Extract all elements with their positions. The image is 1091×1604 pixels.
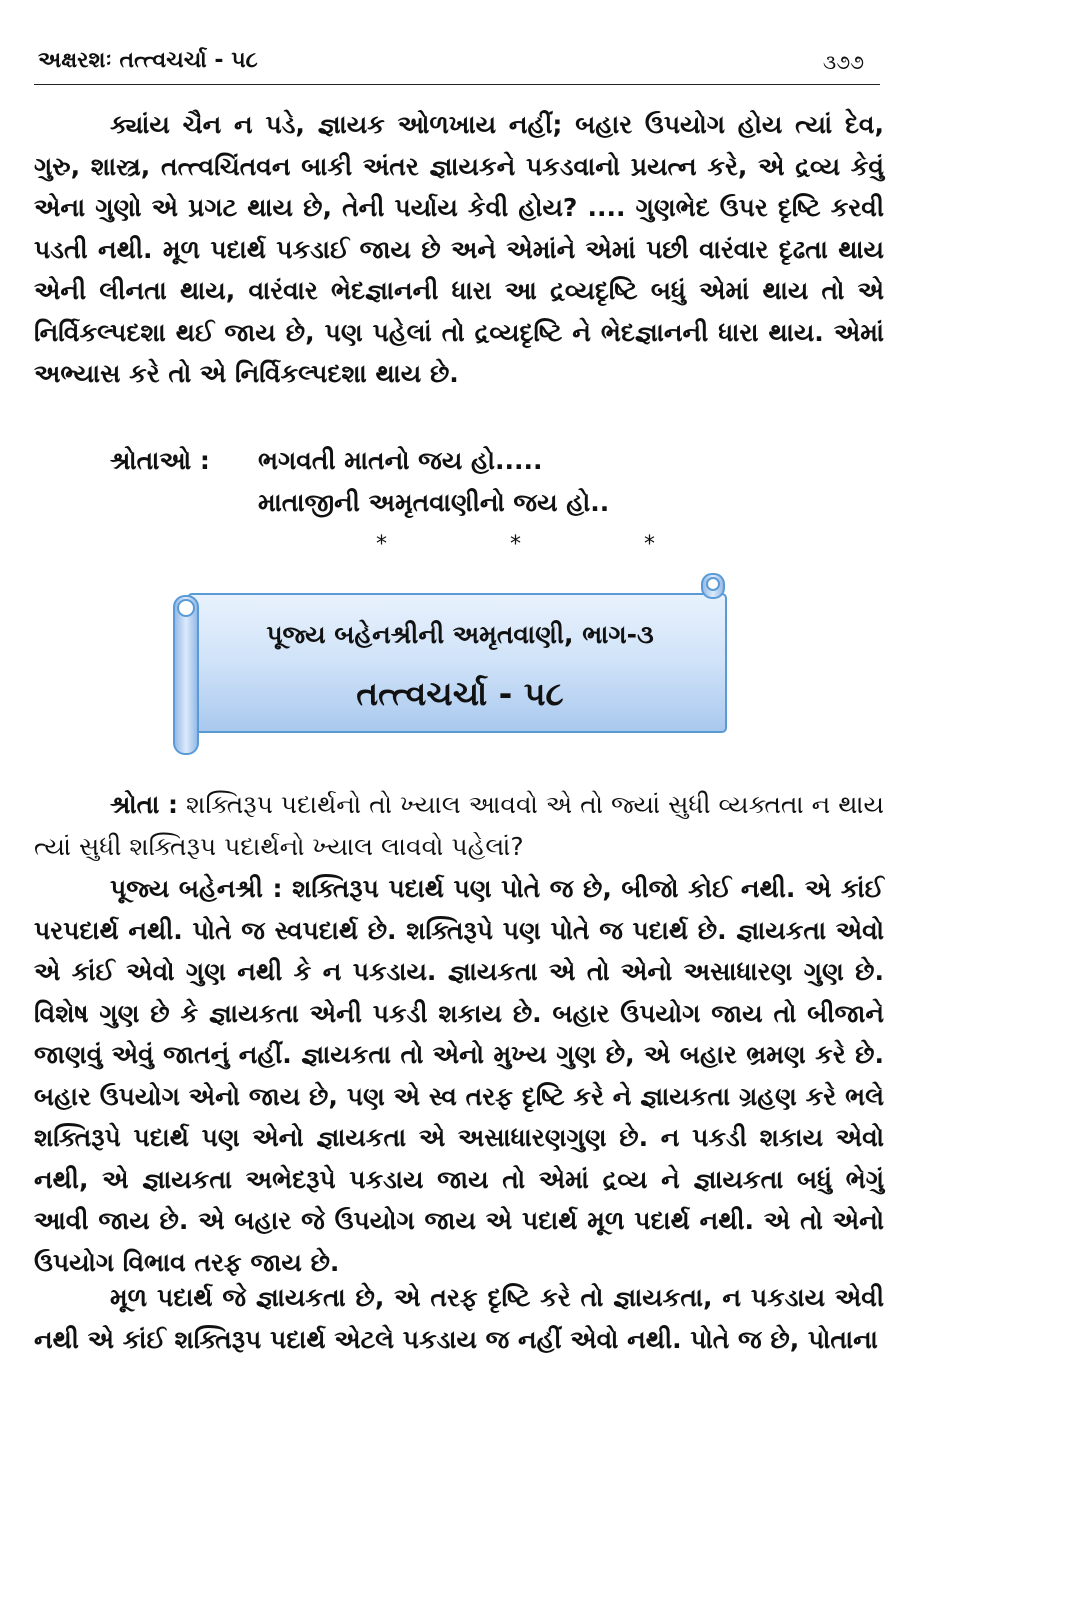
answer-speaker-label: પૂજ્ય બહેનશ્રી :: [110, 874, 283, 903]
running-title: અક્ષરશઃ તત્ત્વચર્ચા - ૫૮: [38, 48, 258, 73]
listener-question: [34, 784, 884, 867]
answer-text: શક્તિરૂપ પદાર્થ પણ પોતે જ છે, બીજો કોઈ નથી. એ કાંઈ પરપદાર્થ નથી. પોતે જ સ્વપદાર્થ છે. શક્તિરૂપે પણ પોતે જ પદાર્થ છે. જ્ઞાયકતા એવો એ કાંઈ એવો ગુણ નથી કે ન પકડાય. જ્ઞાયકતા એ તો એનો અસાધારણ ગુણ છે. વિશેષ ગુણ છે કે જ્ઞાયકતા એની પકડી શકાય છે. બહાર ઉપયોગ જાય તો બીજાને જાણવું એવું જાતનું નહીં. જ્ઞાયકતા તો એનો મુખ્ય ગુણ છે, એ બહાર ભ્રમણ કરે છે. બહાર ઉપયોગ એનો જાય છે, પણ એ સ્વ તરફ દૃષ્ટિ કરે ને જ્ઞાયકતા ગ્રહણ કરે ભલે શક્તિરૂપે પદાર્થ પણ એનો જ્ઞાયકતા એ અસાધારણગુણ છે. ન પકડી શકાય એવો નથી, એ જ્ઞાયકતા અભેદરૂપે પકડાય જાય તો એમાં દ્રવ્ય ને જ્ઞાયકતા બધું ભેગું આવી જાય છે. એ બહાર જે ઉપયોગ જાય એ પદાર્થ મૂળ પદાર્થ નથી. એ તો એનો ઉપયોગ વિભાવ તરફ જાય છે.: [34, 874, 884, 1277]
cheer-lines: [258, 440, 609, 524]
question-speaker-label: શ્રોતા :: [110, 790, 179, 819]
running-header: [34, 44, 880, 85]
banner-chapter-title: તત્ત્વચર્ચા - ૫૮: [356, 674, 564, 713]
section-separator: * * *: [376, 532, 713, 557]
body-paragraph-last: મૂળ પદાર્થ જે જ્ઞાયકતા છે, એ તરફ દૃષ્ટિ કરે તો જ્ઞાયકતા, ન પકડાય એવી નથી એ કાંઈ શક્તિરૂપ પદાર્થ એટલે પકડાય જ નહીં એવો નથી. પોતે જ છે, પોતાના: [34, 1283, 884, 1354]
cheer-line-2: માતાજીની અમૃતવાણીનો જય હો..: [258, 488, 610, 517]
page-number: ૩૭૭: [822, 50, 864, 74]
scroll-graphic: [170, 570, 730, 760]
cheer-speaker-label: શ્રોતાઓ :: [110, 446, 210, 475]
body-paragraph-1: ક્યાંય ચૈન ન પડે, જ્ઞાયક ઓળખાય નહીં; બહાર ઉપયોગ હોય ત્યાં દેવ, ગુરુ, શાસ્ત્ર, તત્ત્વચિંતવન બાકી અંતર જ્ઞાયકને પકડવાનો પ્રયત્ન કરે, એ દ્રવ્ય કેવું એના ગુણો એ પ્રગટ થાય છે, તેની પર્યાય કેવી હોય? .... ગુણભેદ ઉપર દૃષ્ટિ કરવી પડતી નથી. મૂળ પદાર્થ પકડાઈ જાય છે અને એમાંને એમાં પછી વારંવાર દૃઢતા થાય એની લીનતા થાય, વારંવાર ભેદજ્ઞાનની ધારા આ દ્રવ્યદૃષ્ટિ બધું એમાં થાય તો એ નિર્વિકલ્પદશા થઈ જાય છે, પણ પહેલાં તો દ્રવ્યદૃષ્ટિ ને ભેદજ્ઞાનની ધારા થાય. એમાં અભ્યાસ કરે તો એ નિર્વિકલ્પદશા થાય છે.: [34, 110, 884, 388]
cheer-line-1: ભગવતી માતનો જય હો.....: [258, 446, 543, 475]
bahenshri-answer: [34, 868, 884, 1283]
banner-series-title: પૂજ્ય બહેનશ્રીની અમૃતવાણી, ભાગ-૩: [266, 620, 654, 649]
title-scroll-banner: [170, 570, 730, 760]
question-text: શક્તિરૂપ પદાર્થનો તો ખ્યાલ આવવો એ તો જ્યાં સુધી વ્યક્તતા ન થાય ત્યાં સુધી શક્તિરૂપ પદાર્થનો ખ્યાલ લાવવો પહેલાં?: [34, 790, 884, 861]
